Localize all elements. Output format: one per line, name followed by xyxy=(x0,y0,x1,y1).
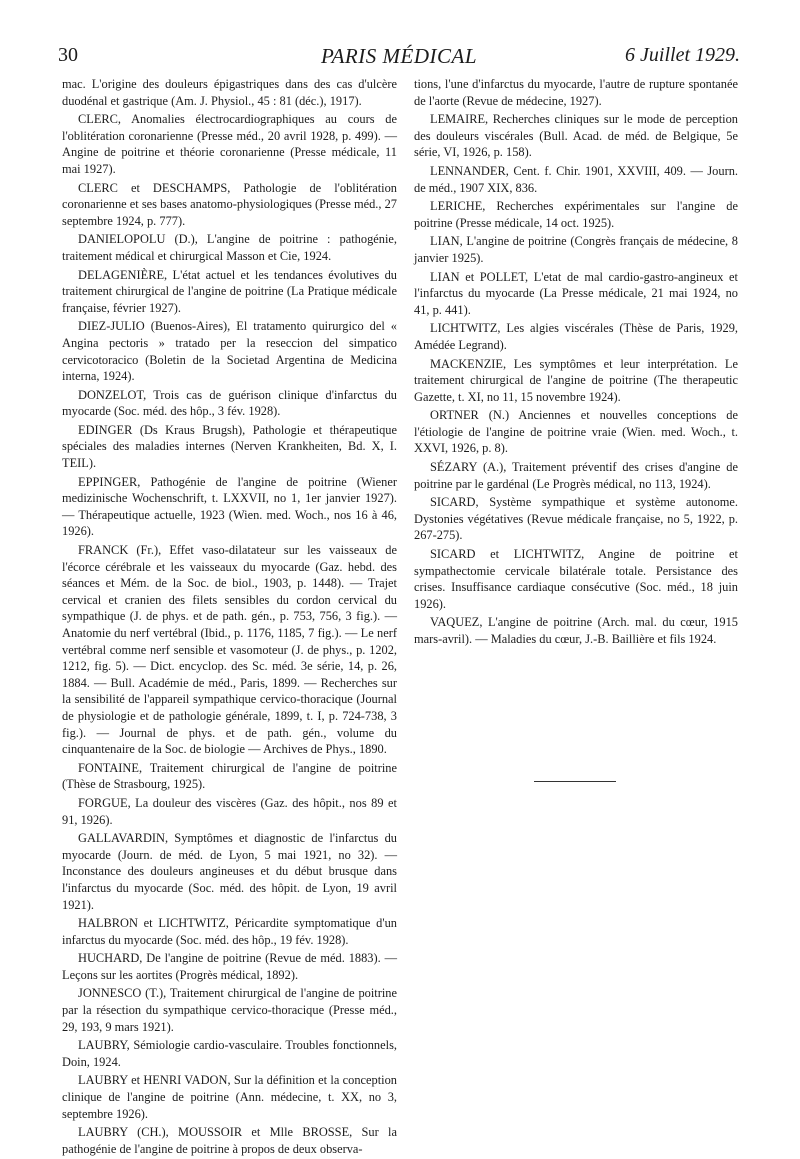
reference-entry: JONNESCO (T.), Traitement chirurgical de l'angine de poitrine par la résection du sympathique cervico-thoracique (Presse méd., 29, 193, 9 mars 1921). xyxy=(62,986,397,1034)
reference-entry: MACKENZIE, Les symptômes et leur interprétation. Le traitement chirurgical de l'angine de poitrine (The therapeutic Gazette, t. XI, no 11, 15 novembre 1924). xyxy=(414,356,738,404)
reference-entry: FRANCK (Fr.), Effet vaso-dilatateur sur les vaisseaux de l'écorce cérébrale et les vaisseaux du myocarde (Gaz. hebd. des séances et Mém. de la Soc. de biol., 1903, p. 1448). — Trajet cervical et cranien des filets sensibles du cordon cervical du sympathique (J. de phys. et de path. gén., p. 753, 756, 3 fig.). — Anatomie du nerf vertébral (Ibid., p. 1176, 1185, 7 fig.). — Le nerf vertébral comme nerf sensible et vasomoteur (J. de phys., p. 1202, 1212, fig. 5). — Dict. encyclop. des Sc. méd. 3e série, 14, p. 26, 1884. — Bull. Académie de méd., Paris, 1899. — Recherches sur la sensibilité de l'appareil sympathique cervico-thoracique (Journal de physiologie et de pathologie générale, 1899, t. I, p. 724-738, 3 fig.). — Journal de phys. et de path. gén., volume du cinquantenaire de la Soc. de biologie — Archives de Phys., 1890. xyxy=(62,543,397,757)
reference-entry: EPPINGER, Pathogénie de l'angine de poitrine (Wiener medizinische Wochenschrift, t. LXXVII, no 1, 1er janvier 1927). — Thérapeutique actuelle, 1923 (Wien. med. Woch., nos 16 à 46, 1926). xyxy=(62,474,397,539)
reference-entry: SICARD, Système sympathique et système autonome. Dystonies végétatives (Revue médicale française, no 5, 1922, p. 267-275). xyxy=(414,495,738,543)
reference-entry: LAUBRY et HENRI VADON, Sur la définition et la conception clinique de l'angine de poitrine (Ann. médecine, t. XX, no 3, septembre 1926). xyxy=(62,1073,397,1121)
right-column xyxy=(414,76,738,650)
reference-entry: DONZELOT, Trois cas de guérison clinique d'infarctus du myocarde (Soc. méd. des hôp., 3 fév. 1928). xyxy=(62,387,397,419)
reference-entry: EDINGER (Ds Kraus Brugsh), Pathologie et thérapeutique spéciales des maladies internes (Nerven Krankheiten, Bd. X, I. TEIL). xyxy=(62,422,397,471)
reference-entry: HUCHARD, De l'angine de poitrine (Revue de méd. 1883). — Leçons sur les aortites (Progrès médical, 1892). xyxy=(62,951,397,982)
reference-entry: HALBRON et LICHTWITZ, Péricardite symptomatique d'un infarctus du myocarde (Soc. méd. des hôp., 19 fév. 1928). xyxy=(62,916,397,947)
reference-entry: ORTNER (N.) Anciennes et nouvelles conceptions de l'étiologie de l'angine de poitrine vraie (Wien. med. Woch., t. XXVI, 1926, p. 8). xyxy=(414,408,738,456)
reference-entry: LAUBRY, Sémiologie cardio-vasculaire. Troubles fonctionnels, Doin, 1924. xyxy=(62,1038,397,1069)
reference-entry: tions, l'une d'infarctus du myocarde, l'autre de rupture spontanée de l'aorte (Revue de médecine, 1927). xyxy=(414,77,738,108)
reference-entry: FONTAINE, Traitement chirurgical de l'angine de poitrine (Thèse de Strasbourg, 1925). xyxy=(62,760,397,792)
page-number: 30 xyxy=(58,44,78,66)
reference-entry: DELAGENIÈRE, L'état actuel et les tendances évolutives du traitement chirurgical de l'angine de poitrine (La Pratique médicale française, février 1927). xyxy=(62,267,397,315)
reference-entry: SICARD et LICHTWITZ, Angine de poitrine et sympathectomie cervicale bilatérale totale. Persistance des crises. Insuffisance cardiaque consécutive (Soc. méd., 18 juin 1926). xyxy=(414,547,738,611)
reference-entry: LEMAIRE, Recherches cliniques sur le mode de perception des douleurs viscérales (Bull. Acad. de méd. de Belgique, 5e série, VI, 1926, p. 158). xyxy=(414,112,738,160)
reference-entry: LENNANDER, Cent. f. Chir. 1901, XXVIII, 409. — Journ. de méd., 1907 XIX, 836. xyxy=(414,163,738,195)
journal-title: PARIS MÉDICAL xyxy=(320,44,477,68)
reference-entry: mac. L'origine des douleurs épigastriques dans des cas d'ulcère duodénal et gastrique (Am. J. Physiol., 45 : 81 (déc.), 1917). xyxy=(62,77,397,108)
reference-entry: LIAN, L'angine de poitrine (Congrès français de médecine, 8 janvier 1925). xyxy=(414,234,738,265)
end-of-article-rule xyxy=(534,781,616,782)
reference-entry: VAQUEZ, L'angine de poitrine (Arch. mal. du cœur, 1915 mars-avril). — Maladies du cœur, J.-B. Baillière et fils 1924. xyxy=(414,615,738,646)
reference-entry: SÉZARY (A.), Traitement préventif des crises d'angine de poitrine par le gardénal (Le Progrès médical, no 113, 1924). xyxy=(414,460,738,491)
reference-entry: CLERC, Anomalies électrocardiographiques au cours de l'oblitération coronarienne (Presse méd., 20 avril 1928, p. 499). — Angine de poitrine et théorie coronarienne (Presse médicale, 11 mai 1927). xyxy=(62,112,397,176)
reference-entry: LIAN et POLLET, L'etat de mal cardio-gastro-angineux et l'infarctus du myocarde (La Presse médicale, 21 mai 1924, no 41, p. 441). xyxy=(414,269,738,317)
reference-entry: GALLAVARDIN, Symptômes et diagnostic de l'infarctus du myocarde (Journ. de méd. de Lyon, 5 mai 1921, no 32). — Inconstance des douleurs angineuses et du début brusque dans l'infarctus du myocarde (Soc. méd. des hôpit. de Lyon, 19 avril 1921). xyxy=(62,831,397,912)
reference-entry: DANIELOPOLU (D.), L'angine de poitrine : pathogénie, traitement médical et chirurgical Masson et Cie, 1924. xyxy=(62,232,397,263)
reference-entry: LICHTWITZ, Les algies viscérales (Thèse de Paris, 1929, Amédée Legrand). xyxy=(414,321,738,352)
left-column xyxy=(62,76,397,1159)
reference-entry: DIEZ-JULIO (Buenos-Aires), El tratamento quirurgico del « Angina pectoris » tratado per la reseccion del simpatico cervicotoracico (Boletin de la Societad Argentina de Medicina interna, 1924). xyxy=(62,319,397,384)
reference-entry: FORGUE, La douleur des viscères (Gaz. des hôpit., nos 89 et 91, 1926). xyxy=(62,795,397,827)
issue-date: 6 Juillet 1929. xyxy=(625,44,740,66)
reference-entry: LERICHE, Recherches expérimentales sur l'angine de poitrine (Presse médicale, 14 oct. 1925). xyxy=(414,199,738,230)
reference-entry: CLERC et DESCHAMPS, Pathologie de l'oblitération coronarienne et ses bases anatomo-physiologiques (Presse méd., 27 septembre 1924, p. 777). xyxy=(62,180,397,228)
reference-entry: LAUBRY (CH.), MOUSSOIR et Mlle BROSSE, Sur la pathogénie de l'angine de poitrine à propos de deux observa- xyxy=(62,1125,397,1156)
page-header xyxy=(58,44,740,74)
